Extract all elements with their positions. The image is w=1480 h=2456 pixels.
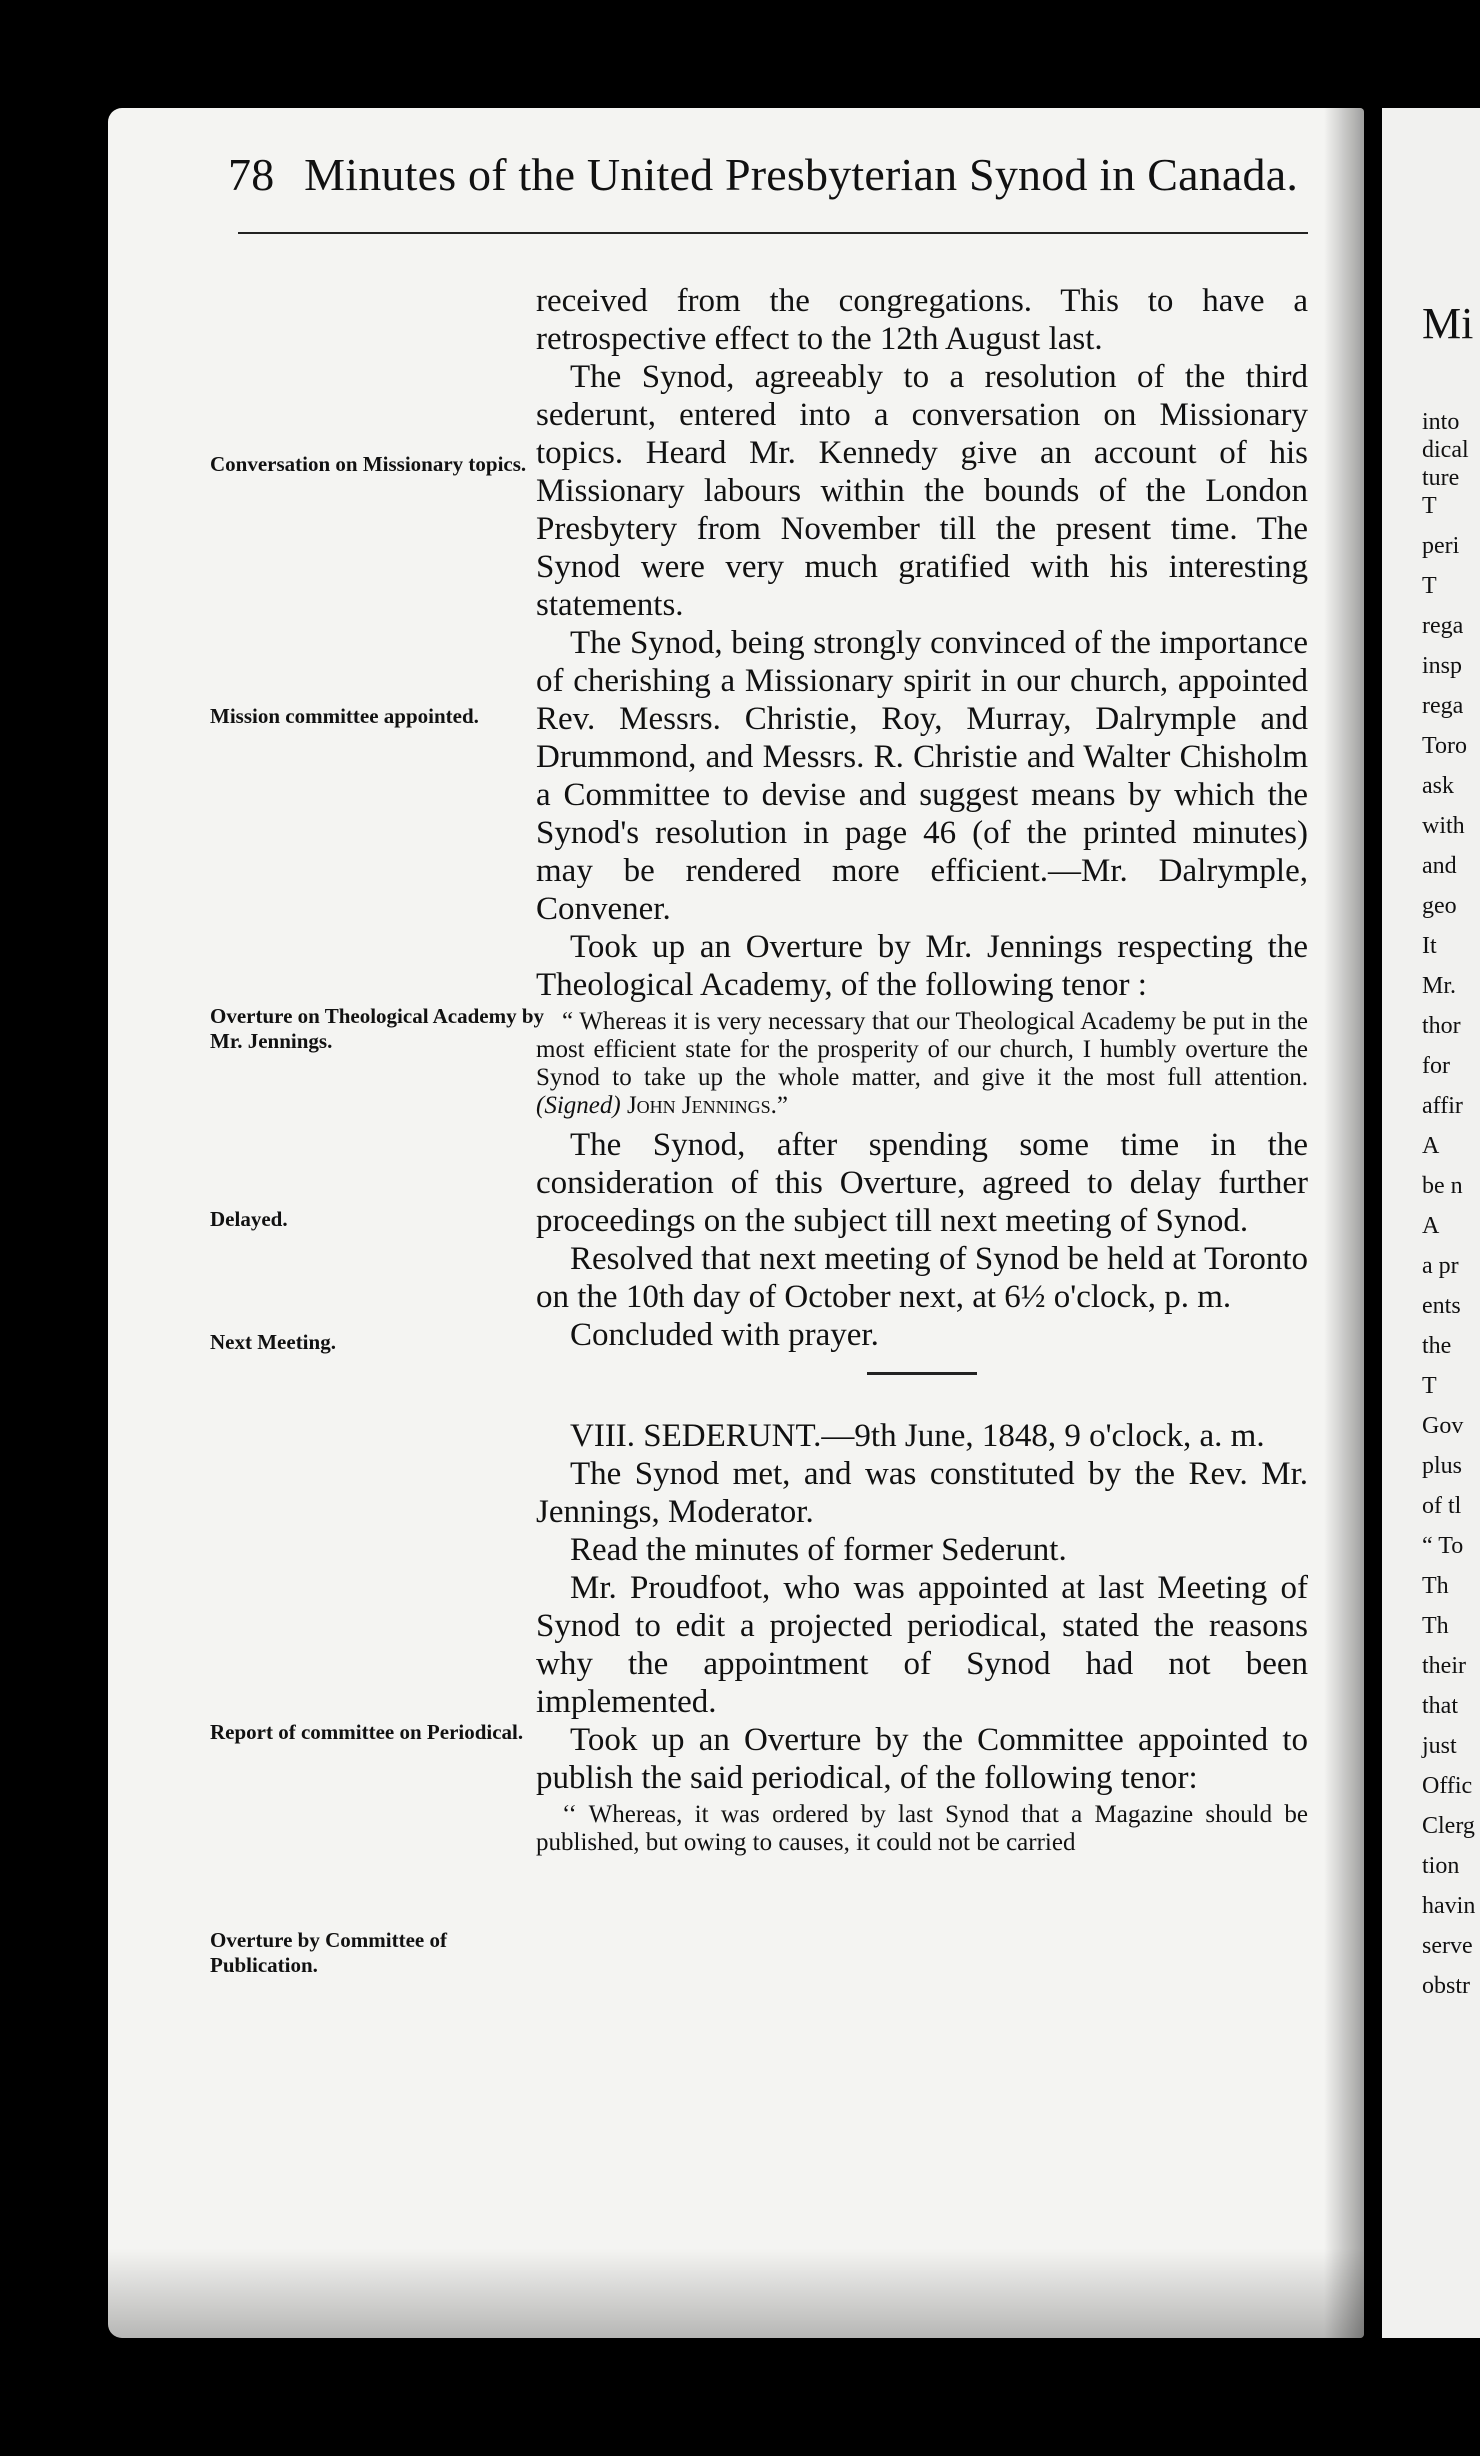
sederunt-heading: VIII. SEDERUNT.—9th June, 1848, 9 o'clock, a. m. bbox=[570, 1418, 1265, 1454]
facing-page-line: Toro bbox=[1422, 733, 1467, 759]
facing-page-line: Clerg bbox=[1422, 1813, 1475, 1839]
section-divider bbox=[867, 1372, 977, 1375]
main-text-column bbox=[536, 282, 1308, 1863]
margin-note-overture-academy: Overture on Theological Academy by Mr. Jennings. bbox=[210, 1004, 545, 1053]
facing-page-line: It bbox=[1422, 933, 1437, 959]
facing-page-line: geo bbox=[1422, 893, 1457, 919]
facing-page-line: ture bbox=[1422, 465, 1460, 491]
facing-page-line: affir bbox=[1422, 1093, 1463, 1119]
paragraph: Concluded with prayer. bbox=[570, 1317, 879, 1353]
facing-page-line: Offic bbox=[1422, 1773, 1473, 1799]
facing-page-line: their bbox=[1422, 1653, 1466, 1679]
facing-page-line: plus bbox=[1422, 1453, 1463, 1479]
margin-note-delayed: Delayed. bbox=[210, 1207, 288, 1231]
margin-note-next-meeting: Next Meeting. bbox=[210, 1330, 336, 1354]
page-number: 78 bbox=[228, 149, 275, 200]
signature-name: John Jennings.” bbox=[626, 1092, 789, 1119]
paragraph: Resolved that next meeting of Synod be held at Toronto on the 10th day of October next, at 6½ o'clock, p. m. bbox=[536, 1241, 1308, 1315]
paragraph: The Synod, after spending some time in the consideration of this Overture, agreed to delay further proceedings on the subject till next meeting of Synod. bbox=[536, 1127, 1308, 1239]
facing-page-line: T bbox=[1422, 1373, 1437, 1399]
facing-page-line: Mr. bbox=[1422, 973, 1457, 999]
facing-page-line: for bbox=[1422, 1053, 1450, 1079]
facing-page-line: Gov bbox=[1422, 1413, 1464, 1439]
paragraph: The Synod, agreeably to a resolution of the third sederunt, entered into a conversation on Missionary topics. Heard Mr. Kennedy give an account of his Missionary labours within the bounds of the London Presbytery from November till the present time. The Synod were very much gratified with his interesting statements. bbox=[536, 359, 1308, 623]
page-edge-shadow bbox=[1324, 108, 1364, 2338]
facing-page-line: a pr bbox=[1422, 1253, 1459, 1279]
margin-note-conversation: Conversation on Missionary topics. bbox=[210, 452, 527, 476]
facing-page-line: “ To bbox=[1422, 1533, 1464, 1559]
paragraph: received from the congregations. This to have a retrospective effect to the 12th August last. bbox=[536, 283, 1308, 357]
facing-page-line: ents bbox=[1422, 1293, 1461, 1319]
facing-page-title: Mi bbox=[1422, 299, 1474, 348]
header-rule bbox=[238, 232, 1308, 234]
facing-page-line: rega bbox=[1422, 613, 1464, 639]
page-bottom-shadow bbox=[108, 2248, 1364, 2338]
facing-page-line: havin bbox=[1422, 1893, 1476, 1919]
paragraph: Read the minutes of former Sederunt. bbox=[570, 1532, 1067, 1568]
facing-page-line: rega bbox=[1422, 693, 1464, 719]
facing-page-strip bbox=[1382, 108, 1480, 2338]
facing-page-line: ask bbox=[1422, 773, 1454, 799]
facing-page-line: T bbox=[1422, 573, 1437, 599]
facing-page-line: be n bbox=[1422, 1173, 1463, 1199]
facing-page-line: that bbox=[1422, 1693, 1458, 1719]
facing-page-line: of tl bbox=[1422, 1493, 1462, 1519]
facing-page-line: Th bbox=[1422, 1613, 1449, 1639]
running-header bbox=[228, 148, 1299, 201]
facing-page-line: dical bbox=[1422, 437, 1469, 463]
facing-page-line: A bbox=[1422, 1213, 1440, 1239]
facing-page-line: T bbox=[1422, 493, 1437, 519]
paragraph: Mr. Proudfoot, who was appointed at last Meeting of Synod to edit a projected periodical, stated the reasons why the appointment of Synod had not been implemented. bbox=[536, 1570, 1308, 1720]
facing-page-line: thor bbox=[1422, 1013, 1461, 1039]
margin-note-overture-publication: Overture by Committee of Publication. bbox=[210, 1928, 447, 1977]
facing-page-line: just bbox=[1422, 1733, 1457, 1759]
facing-page-line: A bbox=[1422, 1133, 1440, 1159]
quoted-overture: ‘‘ Whereas, it was ordered by last Synod that a Magazine should be published, but owing to causes, it could not be carried bbox=[536, 1801, 1308, 1856]
facing-page-line: into bbox=[1422, 409, 1460, 435]
quoted-overture bbox=[536, 1008, 1308, 1120]
facing-page-line: Th bbox=[1422, 1573, 1449, 1599]
quote-text: “ Whereas it is very necessary that our Theological Academy be put in the most efficient state for the prosperity of our church, I humbly overture the Synod to take up the whole matter, and give it the most full attention. bbox=[536, 1008, 1308, 1091]
facing-page-line: peri bbox=[1422, 533, 1460, 559]
facing-page-line: obstr bbox=[1422, 1973, 1470, 1999]
facing-page-line: the bbox=[1422, 1333, 1452, 1359]
paragraph: Took up an Overture by Mr. Jennings respecting the Theological Academy, of the following tenor : bbox=[536, 929, 1308, 1003]
paragraph: Took up an Overture by the Committee appointed to publish the said periodical, of the following tenor: bbox=[536, 1722, 1308, 1796]
facing-page-line: and bbox=[1422, 853, 1457, 879]
margin-note-mission-committee: Mission committee appointed. bbox=[210, 704, 479, 728]
facing-page-line: serve bbox=[1422, 1933, 1473, 1959]
paragraph: The Synod, being strongly convinced of the importance of cherishing a Missionary spirit in our church, appointed Rev. Messrs. Christie, Roy, Murray, Dalrymple and Drummond, and Messrs. R. Christie and Walter Chisholm a Committee to devise and suggest means by which the Synod's resolution in page 46 (of the printed minutes) may be rendered more efficient.—Mr. Dalrymple, Convener. bbox=[536, 625, 1308, 927]
facing-page-line: tion bbox=[1422, 1853, 1460, 1879]
signed-label: (Signed) bbox=[536, 1092, 621, 1119]
margin-note-report-periodical: Report of committee on Periodical. bbox=[210, 1720, 524, 1744]
paragraph: The Synod met, and was constituted by the Rev. Mr. Jennings, Moderator. bbox=[536, 1456, 1308, 1530]
facing-page-line: with bbox=[1422, 813, 1465, 839]
facing-page-line: insp bbox=[1422, 653, 1463, 679]
header-title: Minutes of the United Presbyterian Synod in Canada. bbox=[304, 149, 1299, 200]
